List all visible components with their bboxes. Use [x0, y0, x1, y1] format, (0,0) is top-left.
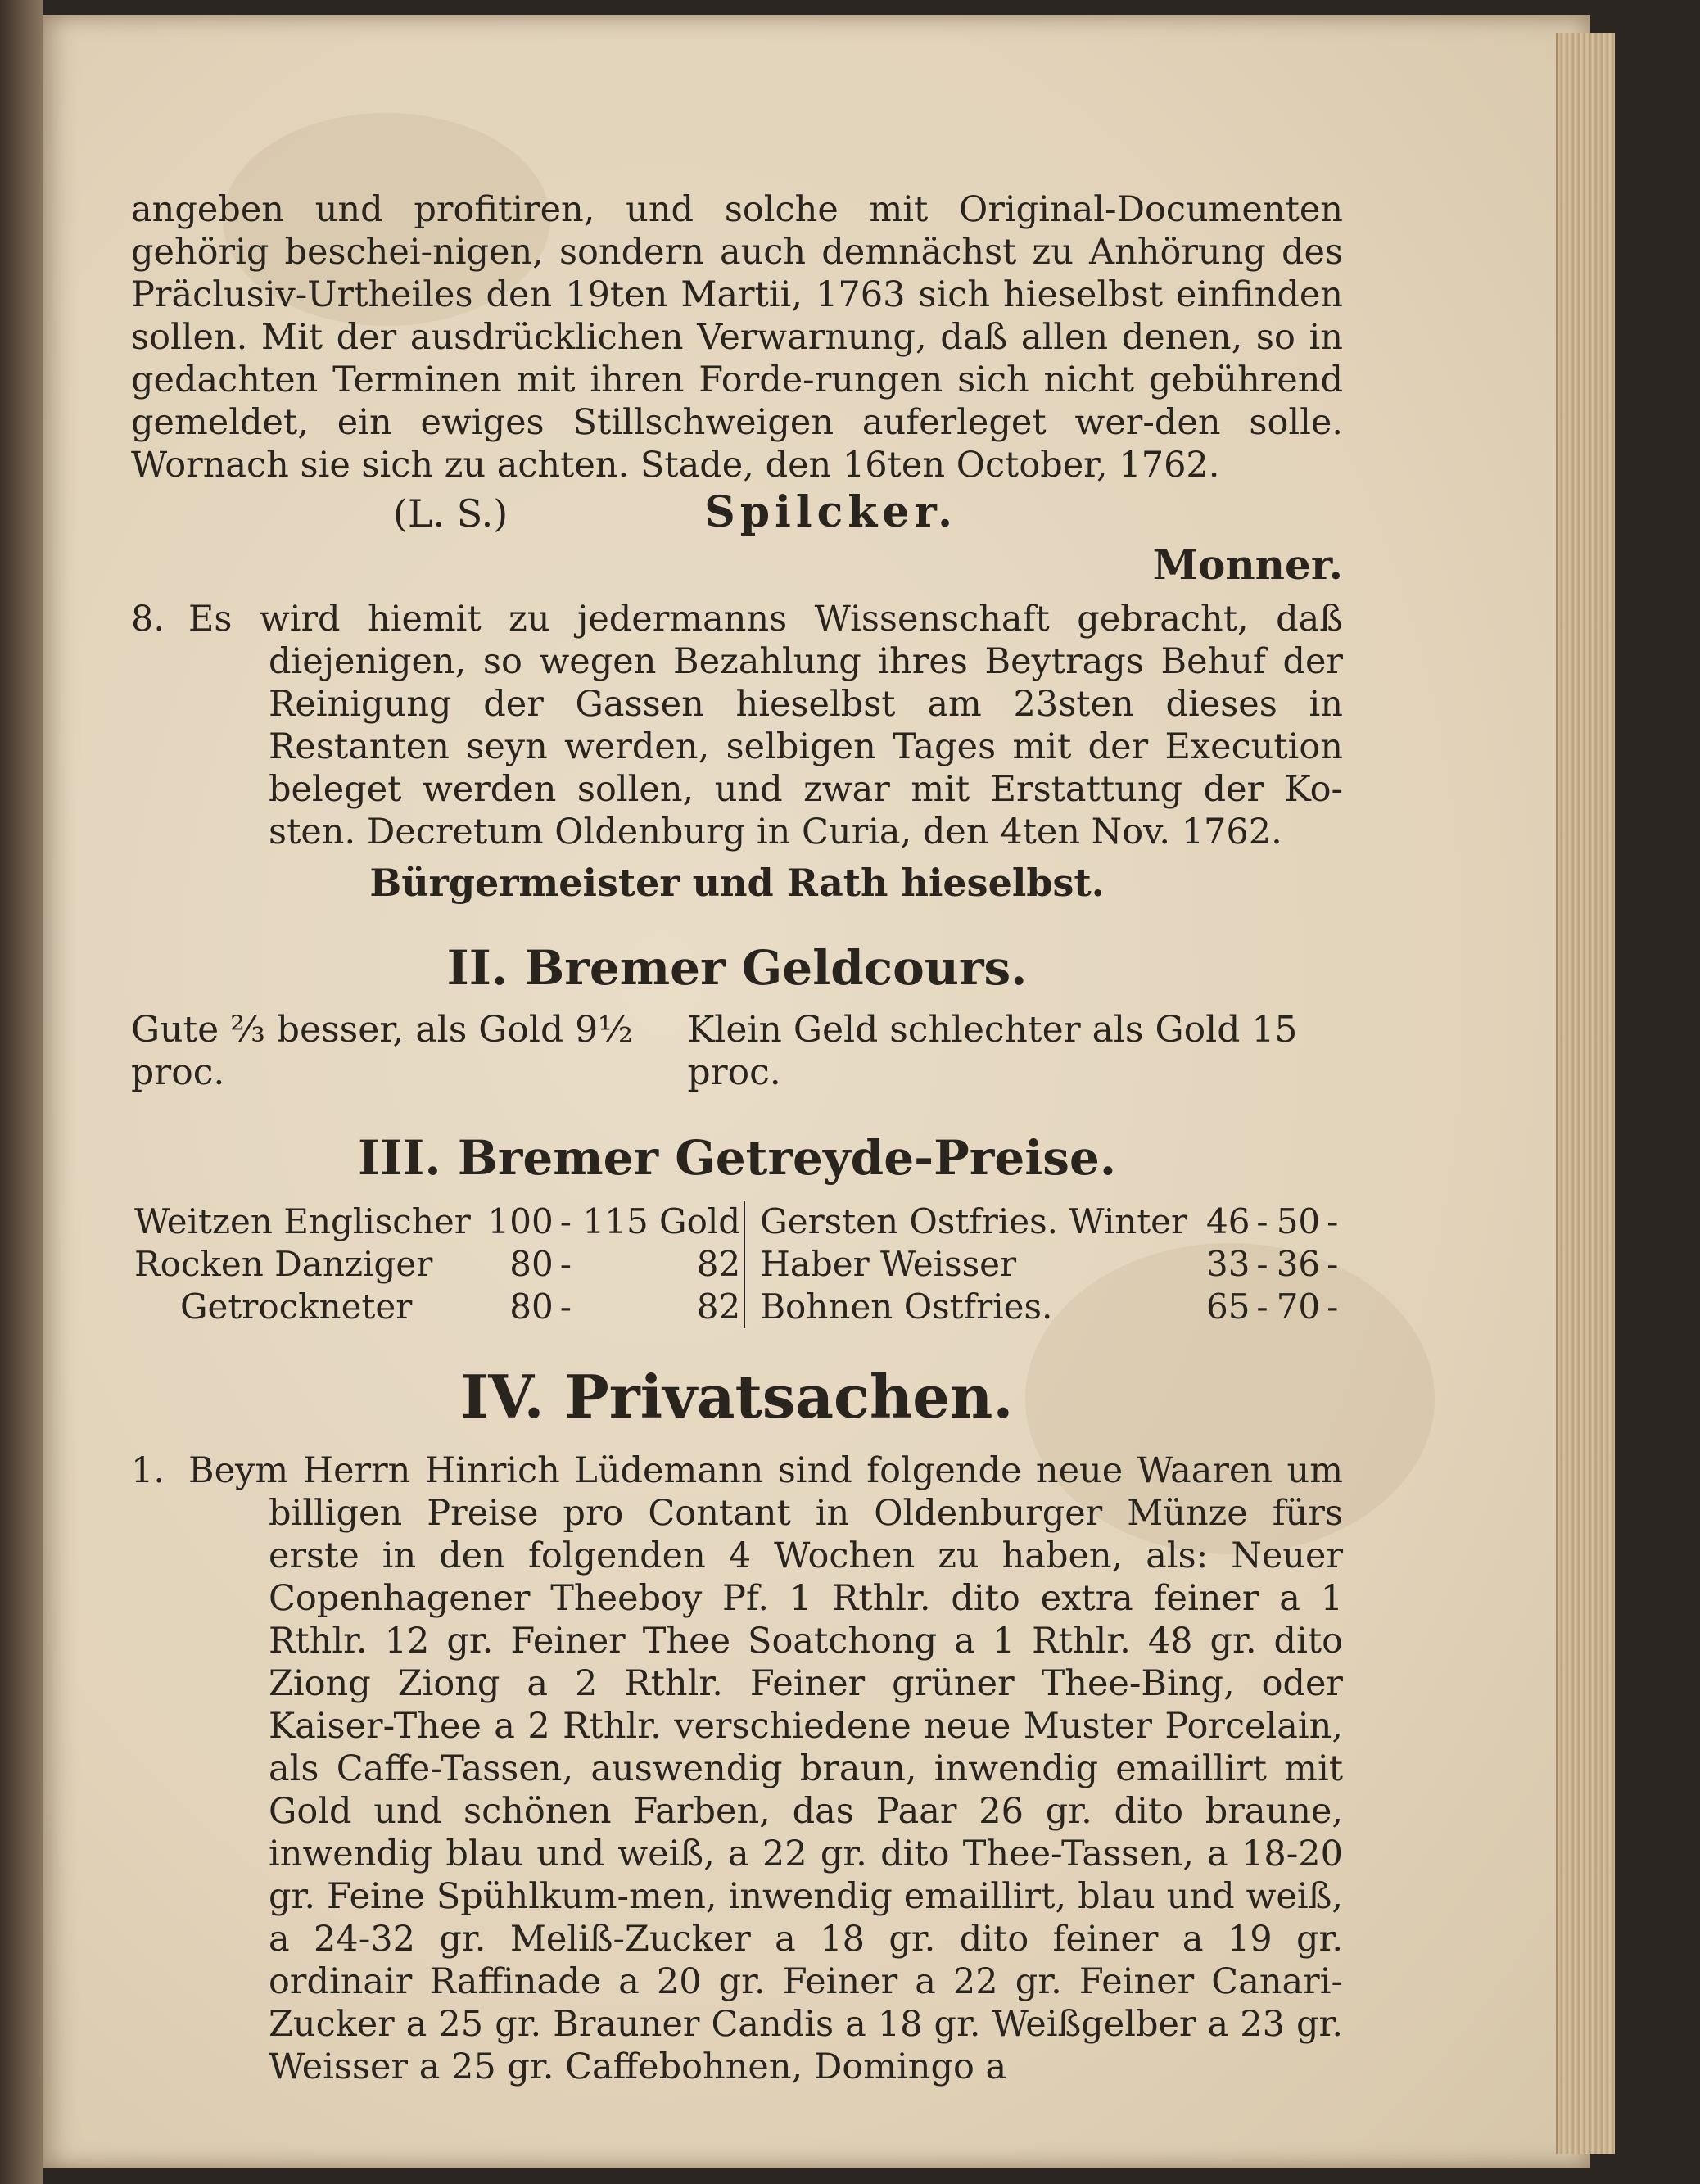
notice-8-signature: Bürgermeister und Rath hieselbst. — [369, 861, 1105, 905]
grain-name: Haber Weisser — [760, 1244, 1017, 1284]
price-high: 82 — [696, 1244, 741, 1284]
column-divider — [744, 1243, 757, 1286]
dash: - — [1256, 1201, 1268, 1241]
dash: - — [559, 1201, 572, 1241]
price-low: 65 — [1205, 1286, 1250, 1327]
price-high: 70 — [1276, 1286, 1321, 1327]
table-row — [131, 1243, 1342, 1286]
seal-mark: (L. S.) — [393, 491, 509, 536]
grain-name: Gersten Ostfries. Winter — [760, 1201, 1188, 1241]
price-low: 80 — [509, 1244, 554, 1284]
price-high: 50 — [1276, 1201, 1321, 1241]
geldcours-row — [131, 1009, 1343, 1094]
column-divider — [744, 1201, 757, 1243]
dash: - — [1256, 1244, 1268, 1284]
dash: - — [1327, 1201, 1339, 1241]
grain-name: Bohnen Ostfries. — [760, 1286, 1053, 1327]
geldcours-right: Klein Geld schlechter als Gold 15 proc. — [687, 1009, 1298, 1093]
grain-price-table — [131, 1201, 1343, 1328]
grain-name: Getrockneter — [180, 1286, 413, 1327]
geldcours-left: Gute ⅔ besser, als Gold 9½ proc. — [131, 1009, 633, 1093]
signature-row — [131, 487, 1343, 537]
signer-name: Spilcker. — [704, 487, 958, 537]
section-privatsachen-title: IV. Privatsachen. — [460, 1362, 1014, 1431]
price-high: 82 — [696, 1286, 741, 1327]
dash: - — [1327, 1244, 1339, 1284]
table-row — [131, 1201, 1342, 1243]
grain-name: Rocken Danziger — [134, 1244, 433, 1284]
private-item-1-text: Beym Herrn Hinrich Lüdemann sind folgende neue Waaren um billigen Preise pro Contant in Oldenburger Münze fürs erste in den folgenden 4 Wochen zu haben, als: Neuer Copenhagener Theeboy Pf. 1 Rthlr. dito extra feiner a 1 Rthlr. 12 gr. Feiner Thee Soatchong a 1 Rthlr. 48 gr. dito Ziong Ziong a 2 Rthlr. Feiner grüner Thee-Bing, oder Kaiser-Thee a 2 Rthlr. verschiedene neue Muster Porcelain, als Caffe-Tassen, auswendig braun, inwendig emaillirt mit Gold und schönen Farben, das Paar 26 gr. dito braune, inwendig blau und weiß, a 22 gr. dito Thee-Tassen, a 18-20 gr. Feine Spühlkum-men, inwendig emaillirt, blau und weiß, a 24-32 gr. Meliß-Zucker a 18 gr. dito feiner a 19 gr. ordinair Raffinade a 20 gr. Feiner a 22 gr. Feiner Canari-Zucker a 25 gr. Brauner Candis a 18 gr. Weißgelber a 23 gr. Weisser a 25 gr. Caffebohnen, Domingo a — [188, 1450, 1343, 2087]
price-high: 115 Gold — [582, 1201, 741, 1241]
dash: - — [559, 1244, 572, 1284]
table-row — [131, 1286, 1342, 1328]
price-low: 46 — [1205, 1201, 1250, 1241]
dash: - — [1327, 1286, 1339, 1327]
grain-name: Weitzen Englischer — [134, 1201, 471, 1241]
notice-number: 8. — [131, 599, 165, 640]
dash: - — [559, 1286, 572, 1327]
notice-continuation: angeben und profitiren, und solche mit Original-Documenten gehörig beschei-nigen, sondern auch demnächst zu Anhörung des Präclusiv-Urtheiles den 19ten Martii, 1763 sich hieselbst einfinden sollen. Mit der ausdrücklichen Verwarnung, daß allen denen, so in gedachten Terminen mit ihren Forde-rungen sich nicht gebührend gemeldet, ein ewiges Stillschweigen auferleget wer-den solle. Wornach sie sich zu achten. Stade, den 16ten October, 1762. — [131, 189, 1343, 486]
book-gutter — [0, 0, 43, 2184]
private-item-1 — [131, 1449, 1343, 2088]
page-text — [131, 188, 1343, 2088]
section-getreyde-title: III. Bremer Getreyde-Preise. — [357, 1130, 1117, 1186]
notice-8-text: Es wird hiemit zu jedermanns Wissenschaft gebracht, daß diejenigen, so wegen Bezahlung ihres Beytrags Behuf der Reinigung der Gassen hieselbst am 23sten dieses in Restanten seyn werden, selbigen Tages mit der Execution beleget werden sollen, und zwar mit Erstattung der Ko-sten. Decretum Oldenburg in Curia, den 4ten Nov. 1762. — [188, 599, 1343, 852]
dash: - — [1256, 1286, 1268, 1327]
section-geldcours-title: II. Bremer Geldcours. — [446, 940, 1028, 996]
price-low: 100 — [487, 1201, 554, 1241]
cosigner-name: Monner. — [1152, 540, 1343, 589]
price-high: 36 — [1276, 1244, 1321, 1284]
price-low: 33 — [1205, 1244, 1250, 1284]
notice-8 — [131, 598, 1343, 853]
item-number: 1. — [131, 1450, 165, 1491]
price-low: 80 — [509, 1286, 554, 1327]
page-edges — [1556, 33, 1615, 2154]
column-divider — [744, 1286, 757, 1328]
